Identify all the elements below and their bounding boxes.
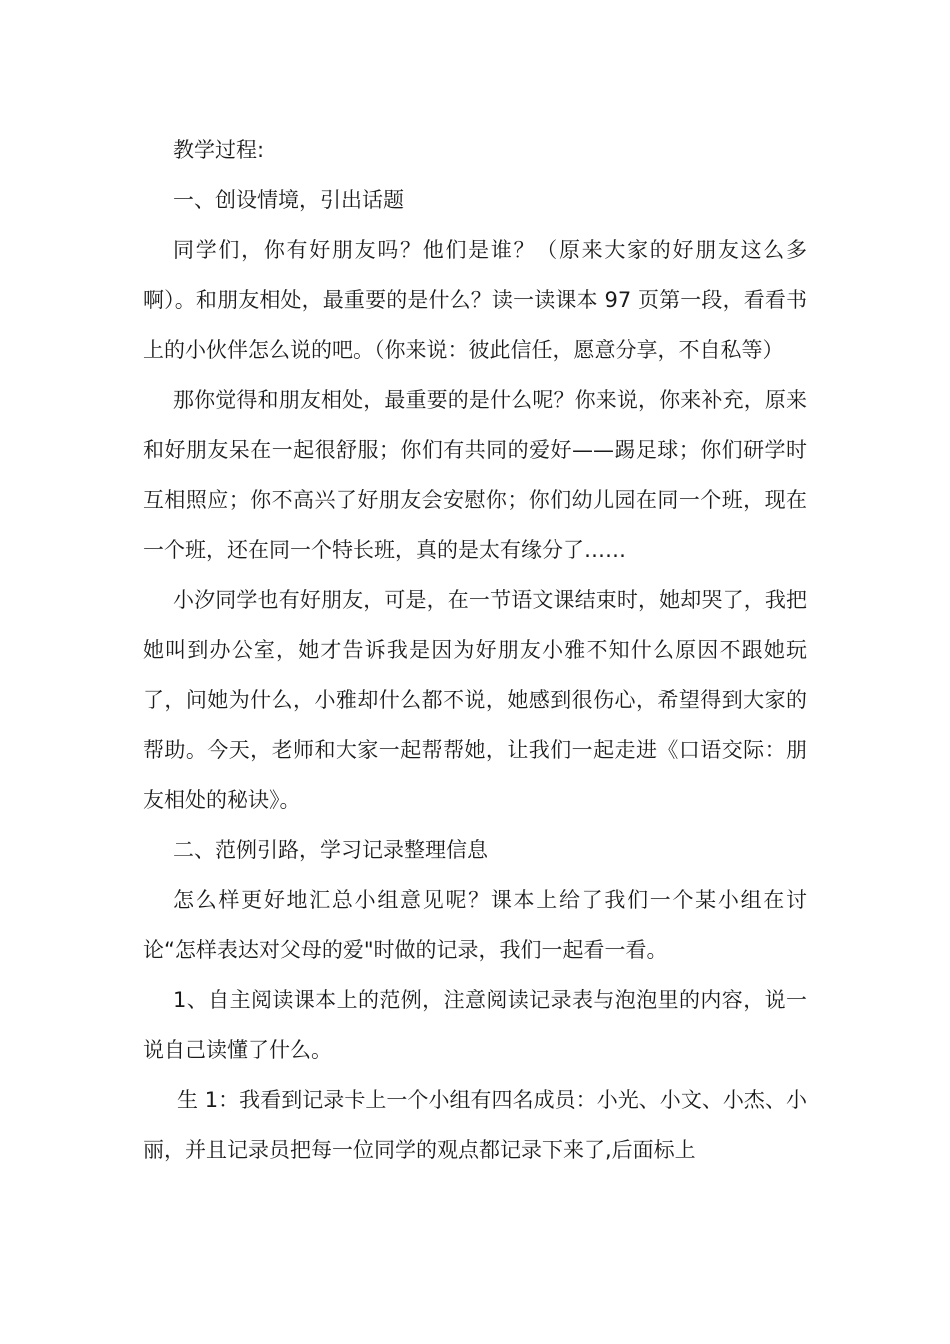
section-heading-teaching-process: 教学过程: xyxy=(173,138,265,162)
section-heading-2: 二、范例引路，学习记录整理信息 xyxy=(173,838,488,862)
paragraph: 生 1：我看到记录卡上一个小组有四名成员：小光、小文、小杰、小丽，并且记录员把每一位同学的观点都记录下来了,后面标上 xyxy=(143,1088,807,1162)
section-heading-1: 一、创设情境，引出话题 xyxy=(173,188,404,212)
paragraph: 那你觉得和朋友相处，最重要的是什么呢？你来说，你来补充，原来和好朋友呆在一起很舒服；你们有共同的爱好——踢足球；你们研学时互相照应；你不高兴了好朋友会安慰你；你们幼儿园在同一个班，现在一个班，还在同一个特长班，真的是太有缘分了…… xyxy=(143,388,807,562)
paragraph: 怎么样更好地汇总小组意见呢？课本上给了我们一个某小组在讨论“怎样表达对父母的爱"时做的记录，我们一起看一看。 xyxy=(143,888,807,962)
paragraph: 同学们，你有好朋友吗？他们是谁？（原来大家的好朋友这么多啊）。和朋友相处，最重要的是什么？读一读课本 97 页第一段，看看书上的小伙伴怎么说的吧。（你来说：彼此信任，愿意分享，不自私等） xyxy=(143,238,807,362)
paragraph: 小汐同学也有好朋友，可是，在一节语文课结束时，她却哭了，我把她叫到办公室，她才告诉我是因为好朋友小雅不知什么原因不跟她玩了，问她为什么，小雅却什么都不说，她感到很伤心，希望得到大家的帮助。今天，老师和大家一起帮帮她，让我们一起走进《口语交际：朋友相处的秘诀》。 xyxy=(143,588,807,812)
paragraph: 1、自主阅读课本上的范例，注意阅读记录表与泡泡里的内容，说一说自己读懂了什么。 xyxy=(143,988,807,1062)
document-body xyxy=(143,125,807,1175)
